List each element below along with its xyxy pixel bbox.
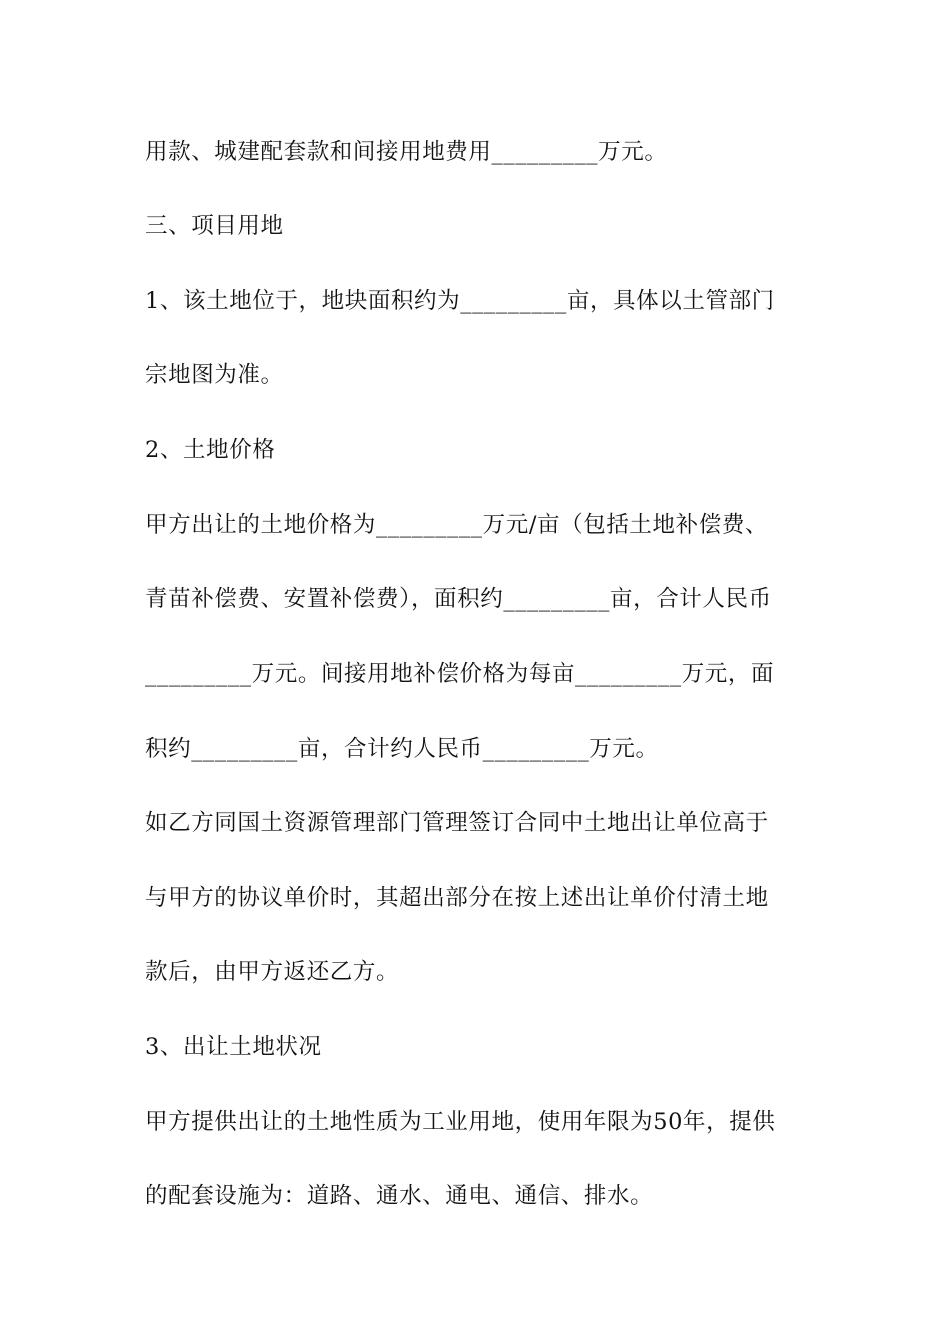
- text-line: 用款、城建配套款和间接用地费用_________万元。: [145, 139, 668, 165]
- text-line: 积约_________亩，合计约人民币_________万元。: [145, 736, 659, 762]
- text-line: 如乙方同国土资源管理部门管理签订合同中土地出让单位高于: [145, 810, 769, 836]
- text-line: 甲方提供出让的土地性质为工业用地，使用年限为50年，提供: [145, 1109, 776, 1135]
- text-line: _________万元。间接用地补偿价格为每亩_________万元，面: [145, 661, 775, 687]
- section-heading: 三、项目用地: [145, 213, 284, 239]
- subsection-heading: 2、土地价格: [145, 437, 276, 463]
- text-line: 宗地图为准。: [145, 362, 284, 388]
- subsection-heading: 3、出让土地状况: [145, 1034, 322, 1060]
- text-line: 款后，由甲方返还乙方。: [145, 959, 400, 985]
- text-line: 的配套设施为：道路、通水、通电、通信、排水。: [145, 1183, 654, 1209]
- text-line: 青苗补偿费、安置补偿费），面积约_________亩，合计人民币: [145, 586, 772, 612]
- text-line: 1、该土地位于，地块面积约为_________亩，具体以土管部门: [145, 288, 775, 314]
- text-line: 与甲方的协议单价时，其超出部分在按上述出让单价付清土地: [145, 885, 769, 911]
- text-line: 甲方出让的土地价格为_________万元/亩（包括土地补偿费、: [145, 512, 769, 538]
